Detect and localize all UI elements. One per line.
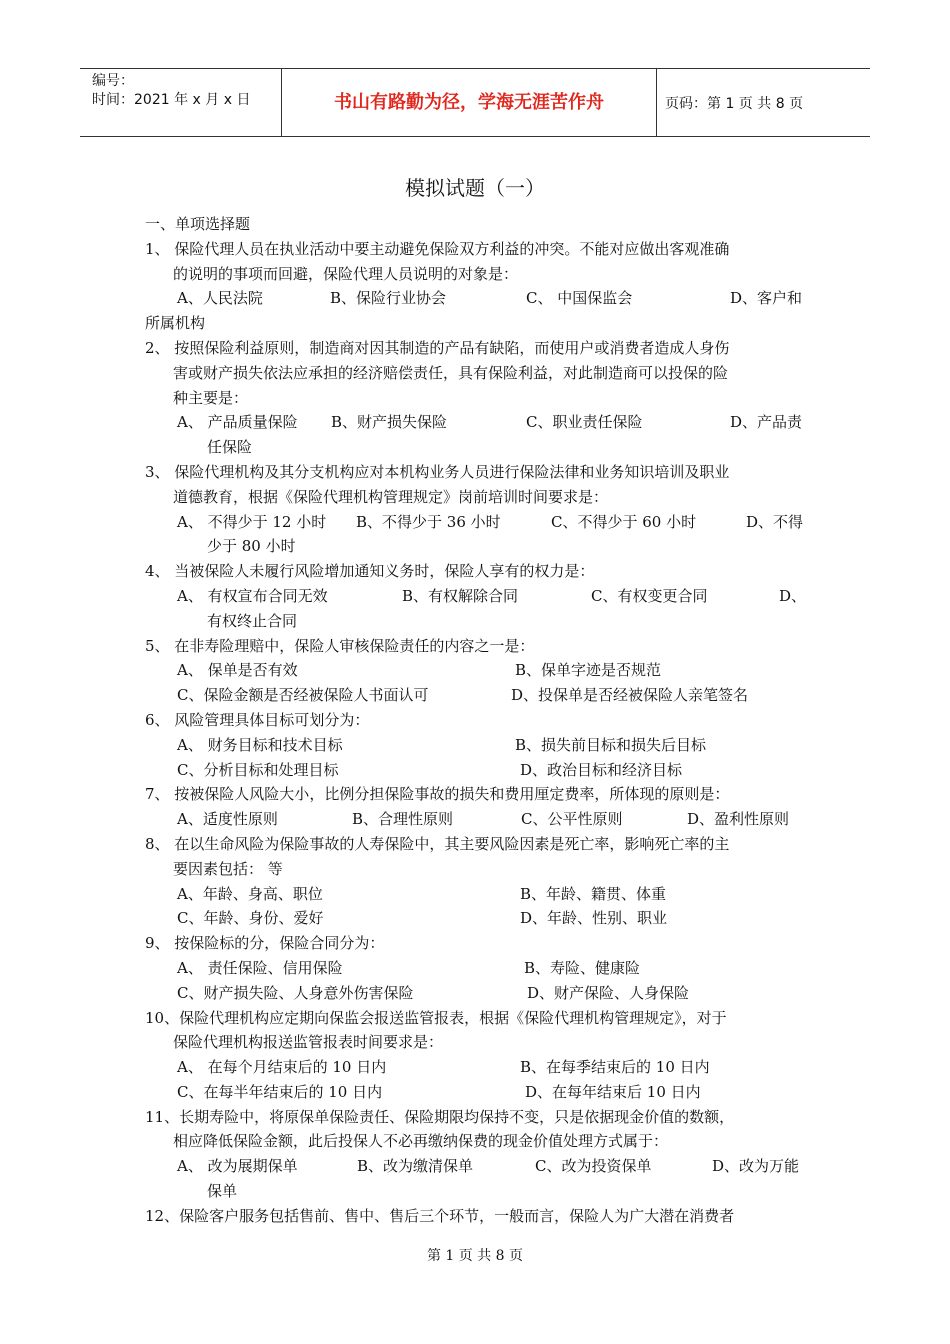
option-d: D、在每年结束后 10 日内: [525, 1082, 701, 1101]
question-4-line-1: 4、 当被保险人未履行风险增加通知义务时，保险人享有的权力是：: [145, 562, 595, 581]
question-7-options: [145, 807, 810, 832]
question-11-options: [145, 1154, 810, 1179]
page-title: 模拟试题（一）: [405, 176, 545, 200]
option-a: A、 改为展期保单: [177, 1157, 298, 1176]
option-b: B、损失前目标和损失后目标: [515, 735, 707, 754]
question-11-option-wrap: 保单: [207, 1182, 238, 1201]
question-11-line-1: 11、长期寿险中，将原保单保险责任、保险期限均保持不变，只是依据现金价值的数额，: [145, 1107, 735, 1126]
question-2-line-1: 2、 按照保险利益原则，制造商对因其制造的产品有缺陷，而使用户或消费者造成人身伤: [145, 338, 730, 357]
option-c: C、财产损失险、人身意外伤害保险: [177, 983, 414, 1002]
question-8-options-ab: [145, 882, 810, 907]
option-b: B、不得少于 36 小时: [356, 512, 501, 531]
option-c: C、在每半年结束后的 10 日内: [177, 1082, 383, 1101]
option-d: D、投保单是否经被保险人亲笔签名: [511, 686, 749, 705]
question-1-option-wrap: 所属机构: [145, 314, 206, 333]
option-c: C、年龄、身份、爱好: [177, 909, 324, 928]
header-divider-left: [281, 68, 282, 136]
option-b: B、有权解除合同: [402, 586, 519, 605]
option-b: B、年龄、籍贯、体重: [520, 884, 667, 903]
question-2-option-wrap: 任保险: [207, 438, 253, 457]
question-3-line-2: 道德教育，根据《保险代理机构管理规定》岗前培训时间要求是：: [173, 487, 609, 506]
option-a: A、人民法院: [177, 289, 263, 308]
question-2-line-2: 害或财产损失依法应承担的经济赔偿责任，具有保险利益，对此制造商可以投保的险: [173, 363, 729, 382]
option-d: D、产品责: [730, 413, 803, 432]
question-3-option-wrap: 少于 80 小时: [207, 537, 296, 556]
question-1-options: [145, 286, 810, 311]
option-c: C、 中国保监会: [526, 289, 633, 308]
option-a: A、 产品质量保险: [177, 413, 298, 432]
question-8-options-cd: [145, 906, 810, 931]
question-10-options-cd: [145, 1080, 810, 1105]
question-8-line-1: 8、 在以生命风险为保险事故的人寿保险中，其主要风险因素是死亡率，影响死亡率的主: [145, 834, 730, 853]
option-d: D、政治目标和经济目标: [520, 760, 683, 779]
question-11-line-2: 相应降低保险金额，此后投保人不必再缴纳保费的现金价值处理方式属于：: [173, 1132, 669, 1151]
question-3-options: [145, 510, 810, 535]
option-b: B、改为缴清保单: [357, 1157, 474, 1176]
question-5-options-cd: [145, 683, 810, 708]
question-9-options-ab: [145, 956, 810, 981]
option-d: D、财产保险、人身保险: [527, 983, 690, 1002]
header-meta: [92, 72, 250, 110]
option-a: A、适度性原则: [177, 810, 278, 829]
option-d: D、: [779, 586, 807, 605]
option-a: A、 有权宣布合同无效: [177, 586, 328, 605]
question-5-line-1: 5、 在非寿险理赔中，保险人审核保险责任的内容之一是：: [145, 636, 535, 655]
option-c: C、不得少于 60 小时: [551, 512, 697, 531]
question-9-options-cd: [145, 981, 810, 1006]
header-bottom-rule: [80, 136, 870, 137]
option-b: B、保险行业协会: [330, 289, 447, 308]
option-a: A、 保单是否有效: [177, 661, 298, 680]
option-a: A、 财务目标和技术目标: [177, 735, 343, 754]
option-c: C、职业责任保险: [526, 413, 643, 432]
option-a: A、年龄、身高、职位: [177, 884, 323, 903]
section-heading: 一、单项选择题: [145, 215, 251, 233]
option-d: D、客户和: [730, 289, 803, 308]
option-d: D、不得: [746, 512, 804, 531]
question-2-options: [145, 410, 810, 435]
question-1-line-1: 1、 保险代理人员在执业活动中要主动避免保险双方利益的冲突。不能对应做出客观准确: [145, 239, 730, 258]
option-b: B、合理性原则: [352, 810, 454, 829]
question-12-line-1: 12、保险客户服务包括售前、售中、售后三个环节，一般而言，保险人为广大潜在消费者: [145, 1206, 735, 1225]
header-date: 时间：2021 年 x 月 x 日: [92, 92, 251, 108]
question-8-line-2: 要因素包括： 等: [173, 859, 283, 878]
option-b: B、寿险、健康险: [524, 958, 641, 977]
question-9-line-1: 9、 按保险标的分，保险合同分为：: [145, 934, 385, 953]
question-10-line-1: 10、保险代理机构应定期向保监会报送监管报表，根据《保险代理机构管理规定》，对于: [145, 1008, 727, 1027]
question-4-options: [145, 584, 810, 609]
option-d: D、改为万能: [712, 1157, 800, 1176]
question-4-option-wrap: 有权终止合同: [207, 611, 298, 630]
question-7-line-1: 7、 按被保险人风险大小，比例分担保险事故的损失和费用厘定费率，所体现的原则是：: [145, 785, 730, 804]
header-divider-right: [656, 68, 657, 136]
question-10-line-2: 保险代理机构报送监管报表时间要求是：: [173, 1033, 444, 1052]
option-c: C、保险金额是否经被保险人书面认可: [177, 686, 429, 705]
option-c: C、公平性原则: [521, 810, 623, 829]
header-motto: 书山有路勤为径，学海无涯苦作舟: [334, 92, 604, 113]
option-a: A、 在每个月结束后的 10 日内: [177, 1058, 387, 1077]
option-d: D、盈利性原则: [687, 810, 790, 829]
option-a: A、 责任保险、信用保险: [177, 958, 343, 977]
option-c: C、改为投资保单: [535, 1157, 652, 1176]
option-d: D、年龄、性别、职业: [520, 909, 668, 928]
question-6-options-ab: [145, 733, 810, 758]
question-6-line-1: 6、 风险管理具体目标可划分为：: [145, 710, 370, 729]
question-1-line-2: 的说明的事项而回避，保险代理人员说明的对象是：: [173, 264, 519, 283]
option-b: B、在每季结束后的 10 日内: [520, 1058, 710, 1077]
header-page-number: 页码：第 1 页 共 8 页: [665, 96, 804, 112]
question-2-line-3: 种主要是：: [173, 388, 249, 407]
question-5-options-ab: [145, 658, 810, 683]
question-6-options-cd: [145, 758, 810, 783]
question-10-options-ab: [145, 1055, 810, 1080]
option-b: B、财产损失保险: [331, 413, 448, 432]
header-number: 编号：: [92, 73, 134, 89]
header-top-rule: [80, 68, 870, 69]
option-b: B、保单字迹是否规范: [515, 661, 662, 680]
question-3-line-1: 3、 保险代理机构及其分支机构应对本机构业务人员进行保险法律和业务知识培训及职业: [145, 462, 730, 481]
option-c: C、有权变更合同: [591, 586, 708, 605]
question-list: [145, 212, 810, 1229]
page-footer: 第 1 页 共 8 页: [426, 1248, 524, 1264]
option-c: C、分析目标和处理目标: [177, 760, 339, 779]
option-a: A、 不得少于 12 小时: [177, 512, 327, 531]
